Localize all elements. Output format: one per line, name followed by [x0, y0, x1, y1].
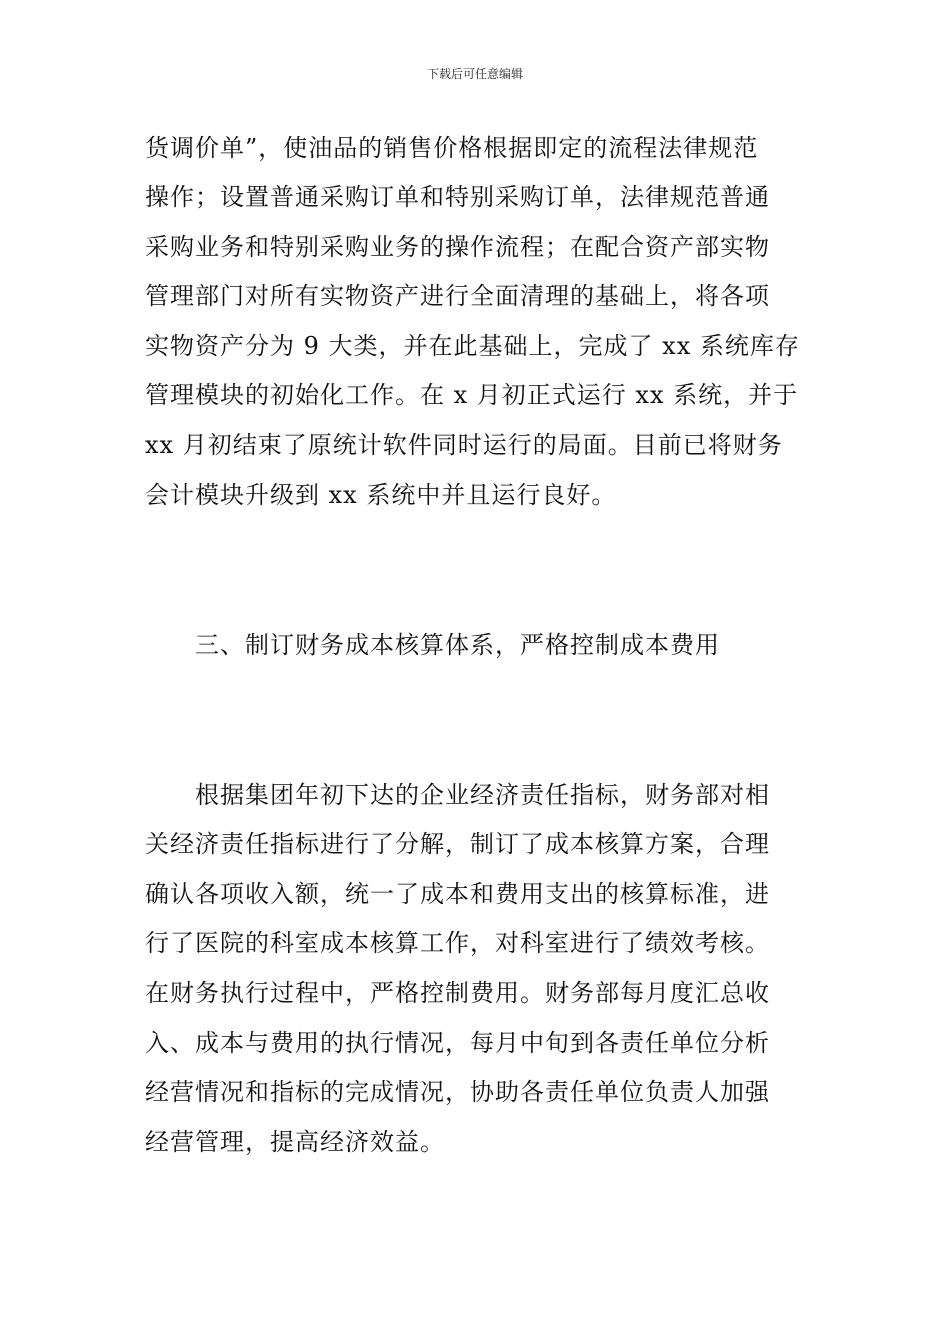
paragraph-1-line: 实物资产分为 9 大类，并在此基础上，完成了 xx 系统库存	[145, 332, 800, 360]
header-note: 下载后可任意编辑	[426, 67, 523, 81]
paragraph-1-line: xx 月初结束了原统计软件同时运行的局面。目前已将财务	[145, 431, 783, 459]
paragraph-2-line: 经营管理，提高经济效益。	[145, 1128, 445, 1156]
paragraph-2-line: 根据集团年初下达的企业经济责任指标，财务部对相	[195, 781, 770, 809]
paragraph-1-line: 管理部门对所有实物资产进行全面清理的基础上，将各项	[145, 282, 770, 310]
paragraph-1-line: 操作；设置普通采购订单和特别采购订单，法律规范普通	[145, 183, 770, 211]
paragraph-2-line: 关经济责任指标进行了分解，制订了成本核算方案，合理	[145, 830, 770, 858]
paragraph-1-line: 会计模块升级到 xx 系统中并且运行良好。	[145, 481, 617, 509]
paragraph-2-line: 行了医院的科室成本核算工作，对科室进行了绩效考核。	[145, 929, 770, 957]
paragraph-2-line: 在财务执行过程中，严格控制费用。财务部每月度汇总收	[145, 979, 770, 1007]
section-heading: 三、制订财务成本核算体系，严格控制成本费用	[195, 631, 720, 659]
paragraph-1-line: 采购业务和特别采购业务的操作流程；在配合资产部实物	[145, 233, 770, 261]
paragraph-1-line: 货调价单”，使油品的销售价格根据即定的流程法律规范	[145, 134, 759, 162]
paragraph-2-line: 经营情况和指标的完成情况，协助各责任单位负责人加强	[145, 1078, 770, 1106]
paragraph-2-line: 入、成本与费用的执行情况，每月中旬到各责任单位分析	[145, 1029, 770, 1057]
paragraph-2-line: 确认各项收入额，统一了成本和费用支出的核算标准，进	[145, 880, 770, 908]
paragraph-1-line: 管理模块的初始化工作。在 x 月初正式运行 xx 系统，并于	[145, 381, 799, 409]
